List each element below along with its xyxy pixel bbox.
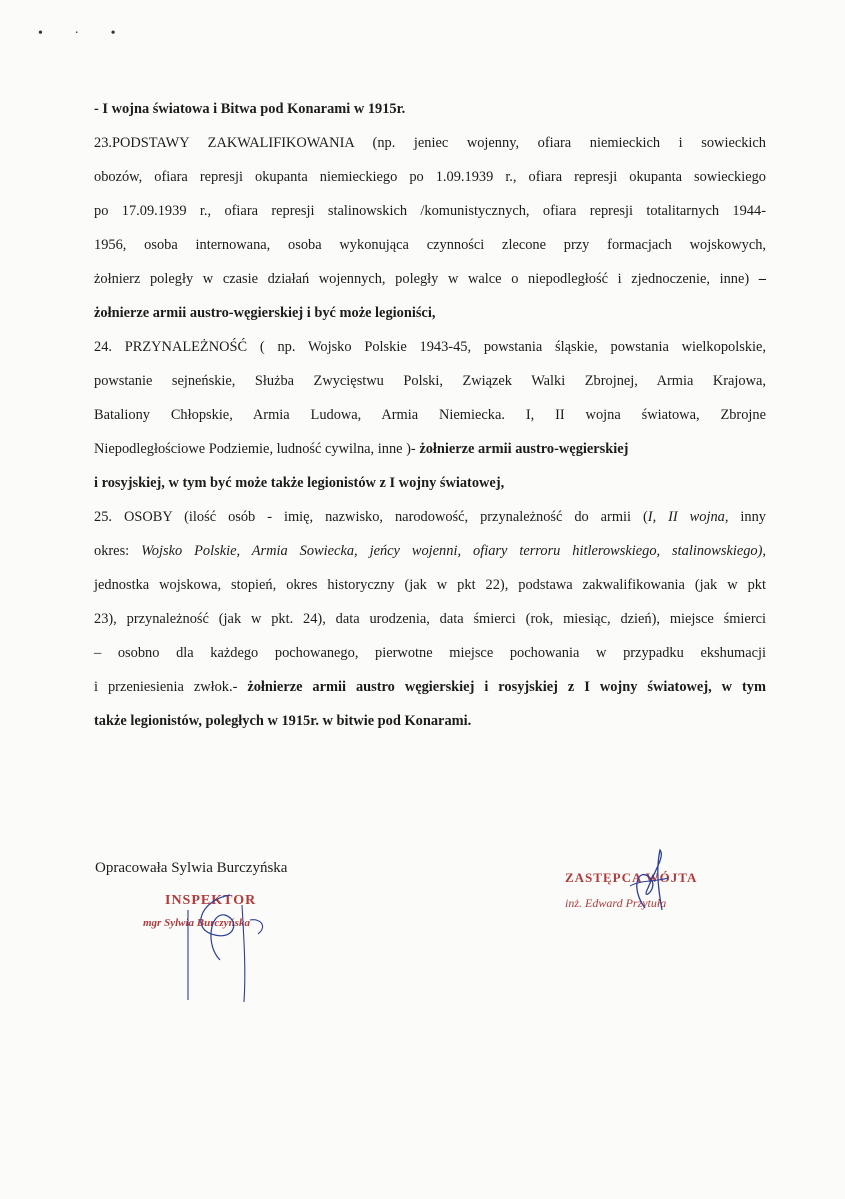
document-body (94, 92, 766, 738)
inspector-signature (160, 890, 300, 1010)
text-run: 25. OSOBY (ilość osób - imię, nazwisko, narodowość, przynależność do armii ( (94, 509, 648, 525)
text-line (94, 568, 766, 602)
text-run: okres: (94, 543, 142, 559)
text-run: - I wojna światowa i Bitwa pod Konarami w 1915r. (94, 101, 406, 117)
text-line (94, 262, 766, 296)
text-run: i przeniesienia zwłok.- (94, 679, 248, 695)
text-run: żołnierze armii austro-węgierskiej (419, 441, 629, 457)
text-run: i rosyjskiej, w tym być może także legionistów z I wojny światowej, (94, 475, 505, 491)
inspector-stamp-title: INSPEKTOR (165, 893, 257, 908)
text-run: inny (728, 509, 767, 525)
deputy-mayor-stamp-title: ZASTĘPCA WÓJTA (565, 870, 698, 885)
text-run: żołnierz poległy w czasie działań wojennych, poległy w walce o niepodległość i zjednoczenie, inne) (94, 271, 759, 287)
text-run: Bataliony Chłopskie, Armia Ludowa, Armia Niemiecka. I, II wojna światowa, Zbrojne (94, 407, 766, 423)
text-line (94, 364, 766, 398)
text-run: Niepodległościowe Podziemie, ludność cywilna, inne )- (94, 441, 420, 457)
text-line (94, 534, 766, 568)
text-run: 24. PRZYNALEŻNOŚĆ ( np. Wojsko Polskie 1943-45, powstania śląskie, powstania wielkopolskie, (94, 339, 766, 355)
text-run: – osobno dla każdego pochowanego, pierwotne miejsce pochowania w przypadku ekshumacji (94, 645, 766, 661)
text-line (94, 126, 766, 160)
text-run: Wojsko Polskie, Armia Sowiecka, jeńcy wojenni, ofiary terroru hitlerowskiego, stalinowskiego), (141, 543, 766, 559)
text-run: I, II wojna, (647, 509, 729, 525)
text-run: żołnierze armii austro-węgierskiej i być może legioniści, (94, 305, 436, 321)
text-run: 23), przynależność (jak w pkt. 24), data urodzenia, data śmierci (rok, miesiąc, dzień), miejsce śmierci (94, 611, 766, 627)
text-run: obozów, ofiara represji okupanta niemieckiego po 1.09.1939 r., ofiara represji okupanta sowieckiego (94, 169, 766, 185)
text-line (94, 670, 766, 704)
text-run: po 17.09.1939 r., ofiara represji stalinowskich /komunistycznych, ofiara represji totalitarnych 1944- (94, 203, 766, 219)
text-run: także legionistów, poległych w 1915r. w bitwie pod Konarami. (94, 713, 472, 729)
scan-marks: • · • (38, 26, 130, 41)
text-line (94, 194, 766, 228)
text-line (94, 296, 766, 330)
inspector-stamp-name: mgr Sylwia Burczyńska (143, 917, 250, 929)
deputy-mayor-signature (610, 848, 690, 918)
text-line (94, 636, 766, 670)
text-line (94, 602, 766, 636)
text-run: – (758, 271, 766, 287)
text-run: jednostka wojskowa, stopień, okres historyczny (jak w pkt 22), podstawa zakwalifikowania (jak w pkt (94, 577, 766, 593)
prepared-by: Opracowała Sylwia Burczyńska (95, 860, 288, 876)
text-run: powstanie sejneńskie, Służba Zwycięstwu Polski, Związek Walki Zbrojnej, Armia Krajowa, (94, 373, 766, 389)
text-run: 1956, osoba internowana, osoba wykonująca czynności zlecone przy formacjach wojskowych, (94, 237, 766, 253)
text-run: żołnierze armii austro węgierskiej i rosyjskiej z I wojny światowej, w tym (247, 679, 766, 695)
deputy-mayor-stamp-name: inż. Edward Przytuła (565, 896, 667, 910)
text-line (94, 500, 766, 534)
text-line (94, 330, 766, 364)
text-line (94, 466, 766, 500)
text-line (94, 432, 766, 466)
text-line (94, 160, 766, 194)
text-line (94, 704, 766, 738)
text-run: 23.PODSTAWY ZAKWALIFIKOWANIA (np. jeniec wojenny, ofiara niemieckich i sowieckich (94, 135, 766, 151)
text-line (94, 398, 766, 432)
text-line (94, 92, 766, 126)
text-line (94, 228, 766, 262)
